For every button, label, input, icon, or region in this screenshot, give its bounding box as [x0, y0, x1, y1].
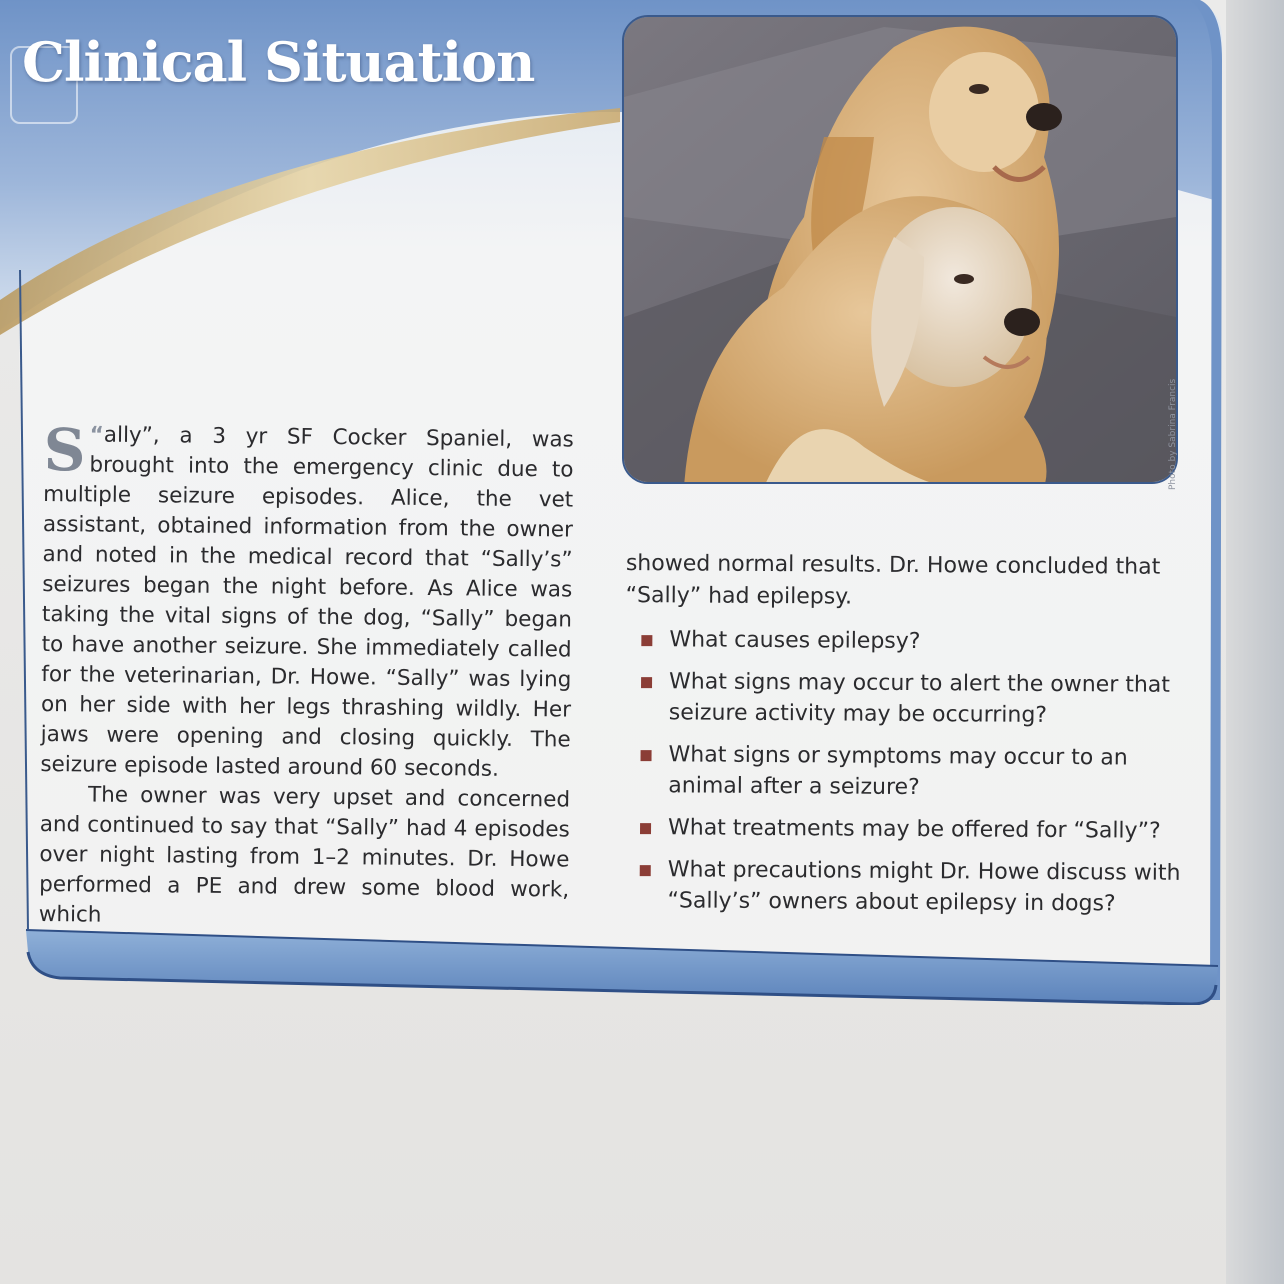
- page-title: Clinical Situation: [22, 30, 535, 94]
- discussion-questions: [623, 624, 1187, 920]
- square-bullet-icon: [640, 823, 651, 834]
- question-item: What causes epilepsy?: [625, 624, 1187, 659]
- photo-credit: Photo by Sabrina Francis: [1168, 378, 1178, 490]
- square-bullet-icon: [641, 635, 652, 646]
- cocker-spaniel-photo: [622, 15, 1178, 484]
- question-item: What treatments may be offered for “Sally”?: [624, 812, 1186, 847]
- case-paragraph-1-text: ally”, a 3 yr SF Cocker Spaniel, was brought into the emergency clinic due to multiple seizure episodes. Alice, the vet assistant, obtained information from the owner and noted in the medical record that “Sally’s” seizures began the night before. As Alice was taking the vital signs of the dog, “Sally” began to have another seizure. She immediately called for the veterinarian, Dr. Howe. “Sally” was lying on her side with her legs thrashing wildly. Her jaws were opening and closing quickly. The seizure episode lasted around 60 seconds.: [40, 422, 574, 782]
- square-bullet-icon: [641, 677, 652, 688]
- question-item: What signs may occur to alert the owner that seizure activity may be occurring?: [625, 666, 1187, 732]
- question-item: What precautions might Dr. Howe discuss with “Sally’s” owners about epilepsy in dogs?: [623, 854, 1185, 920]
- opening-quote: “: [89, 422, 105, 448]
- square-bullet-icon: [640, 865, 651, 876]
- page-edge: [1226, 0, 1284, 1284]
- square-bullet-icon: [641, 750, 652, 761]
- case-paragraph-2: The owner was very upset and concerned and continued to say that “Sally” had 4 episodes over night lasting from 1–2 minutes. Dr. Howe performed a PE and drew some blood work, which: [38, 782, 571, 928]
- case-narrative-right-column: [623, 548, 1188, 931]
- case-paragraph-1: [40, 416, 574, 786]
- case-narrative-left-column: [38, 416, 574, 936]
- drop-cap: S: [43, 416, 86, 485]
- question-item: What signs or symptoms may occur to an animal after a seizure?: [624, 739, 1186, 805]
- case-paragraph-2-continued: showed normal results. Dr. Howe concluded that “Sally” had epilepsy.: [625, 550, 1161, 610]
